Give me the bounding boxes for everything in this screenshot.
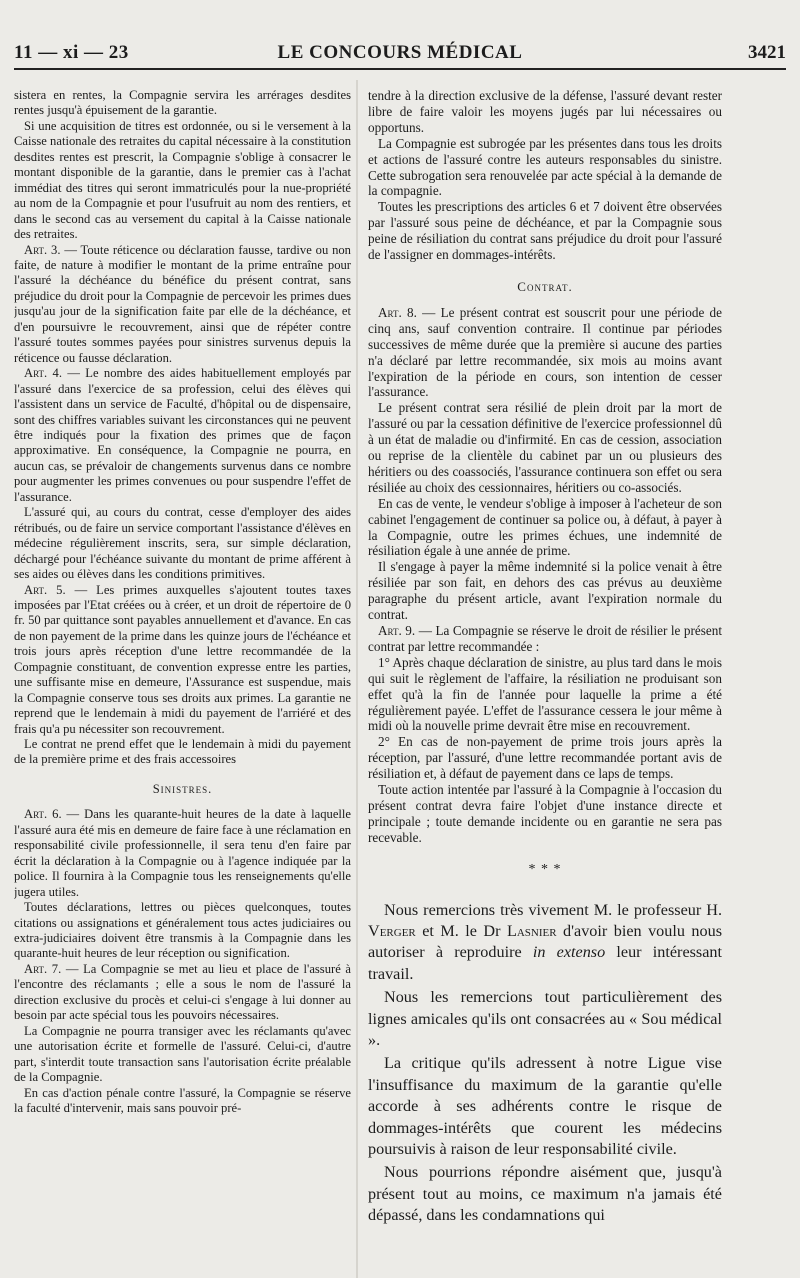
article-text: — Le présent contrat est souscrit pour une période de cinq ans, sauf convention contraire. Il continue par périodes successives de même durée que la première si aucune des parties n'a déclaré par lettre recommandée, six mois au moins avant l'expiration de la période en cours, son intention de cesser l'assurance. [368, 304, 722, 400]
paragraph: sistera en rentes, la Compagnie servira les arrérages desdites rentes jusqu'à épuisement de la garantie. [14, 88, 351, 118]
paragraph: La Compagnie est subrogée par les présentes dans tous les droits et actions de l'assuré contre les auteurs responsables du sinistre. Cette subrogation sera renouvelée par acte spécial à la demande de la compagnie. [368, 135, 722, 199]
paragraph: La critique qu'ils adressent à notre Ligue vise l'insuffisance du maximum de la garantie qu'elle accorde à ses adhérents contre le risque de dommages-intérêts que courent les médecins poursuivis à raison de leur responsabilité civile. [368, 1054, 722, 1159]
article-label: Art. 4. [24, 366, 62, 381]
article-3 [14, 243, 351, 367]
article-text: — La Compagnie se réserve le droit de résilier le présent contrat par lettre recommandée : [368, 623, 722, 654]
paragraph: tendre à la direction exclusive de la défense, l'assuré devant rester libre de faire valoir les moyens jugés par lui nécessaires ou opportuns. [368, 88, 722, 135]
list-item: 2° En cas de non-payement de prime trois jours après la réception, par l'assuré, d'une lettre recommandée portant avis de résiliation et, à défaut de payement dans ce laps de temps. [368, 734, 722, 782]
paragraph: Si une acquisition de titres est ordonnée, ou si le versement à la Caisse nationale des retraites du capital nécessaire à la constitution desdites rentes est prescrit, la Compagnie s'oblige à consacrer le montant disponible de la garantie, dans le premier cas à l'achat immédiat des titres qui seront immatriculés pour la nue-propriété au nom de la Compagnie et pour l'usufruit au nom des rentiers, et dans le second cas au versement du capital à la Caisse nationale des retraites. [14, 118, 351, 242]
editorial-note [368, 900, 722, 1227]
text-run: Nous remercions très vivement M. le professeur [384, 900, 707, 919]
list-item: 1° Après chaque déclaration de sinistre, au plus tard dans le mois qui suit le règlement de l'affaire, la résiliation ne produisant son effet qu'à la fin de l'année pour laquelle la prime a été régulièrement payée. L'effet de l'assurance cessera le jour même à midi où la nouvelle prime devrait être mise en recouvrement. [368, 654, 722, 734]
text-run: et M. le Dr [415, 922, 507, 940]
text-run: d'avoir bien voulu nous autoriser à reproduire [368, 922, 722, 962]
paragraph: Le présent contrat sera résilié de plein droit par la mort de l'assuré ou par la cessation définitive de l'exercice professionnel dû à un état de maladie ou d'infirmité. En cas de cession, association ou reprise de la clientèle du cabinet par un ou plusieurs des héritiers ou des coassociés, l'assurance continuera son effet ou sera résiliée au choix des cessionnaires, héritiers ou co-associés. [368, 400, 722, 495]
left-column [14, 88, 351, 1268]
paragraph: Toute action intentée par l'assuré à la Compagnie à l'occasion du présent contrat devra faire l'objet d'une instance directe et principale ; toute demande incidente ou en garantie ne sera pas recevable. [368, 782, 722, 845]
column-divider [356, 80, 358, 1278]
page-header [14, 38, 786, 70]
paragraph: Nous pourrions répondre aisément que, jusqu'à présent tout au moins, ce maximum n'a jamais été dépassé, dans les condamnations qui [368, 1163, 722, 1225]
article-label: Art. 7. [24, 961, 62, 976]
section-title-sinistres: Sinistres. [152, 781, 213, 796]
paragraph: La Compagnie ne pourra transiger avec les réclamants qu'avec une autorisation écrite et formelle de l'assuré. Celui-ci, d'autre part, s'interdit toute transaction sans l'autorisation écrite préalable de la Compagnie. [14, 1023, 351, 1085]
article-4 [14, 366, 351, 505]
paragraph: Le contrat ne prend effet que le lendemain à midi du payement de la première prime et des frais accessoires [14, 737, 351, 767]
paragraph: Toutes les prescriptions des articles 6 et 7 doivent être observées par l'assuré sous peine de déchéance, et par la Compagnie sous peine de résiliation du contrat sans préjudice du droit pour l'assuré de l'assigner en dommages-intérêts. [368, 199, 722, 263]
issue-date: 11 — xi — 23 [14, 42, 129, 63]
paragraph: En cas de vente, le vendeur s'oblige à imposer à l'acheteur de son cabinet l'engagement de continuer sa police ou, à défaut, à payer à la Compagnie, outre les primes échues, une indemnité de résiliation égale à une année de prime. [368, 495, 722, 559]
article-9 [368, 623, 722, 655]
thanks-paragraph [368, 900, 722, 986]
paragraph: Toutes déclarations, lettres ou pièces quelconques, toutes citations ou assignations et généralement tous actes judiciaires ou extra-judiciaires doivent être transmis à la Compagnie dans les quarante-huit heures de leur réception ou signification. [14, 900, 351, 961]
paragraph: Il s'engage à payer la même indemnité si la police venait à être résiliée par son fait, en dehors des cas prévus au deuxième paragraphe du présent article, avant l'expiration normale du contrat. [368, 559, 722, 623]
article-label: Art. 9. [378, 623, 416, 638]
article-label: Art. 5. [24, 582, 66, 597]
section-title-contrat: Contrat. [517, 278, 573, 294]
article-text: — Dans les quarante-huit heures de la date à laquelle l'assuré aura été mis en demeure de faire face à une réclamation en responsabilité civile professionnelle, il sera tenu d'en faire par écrit la déclaration à la Compagnie ou à l'agence indiquée par la police. Il fournira à la Compagnie tous les renseignements qu'elle jugera utiles. [14, 807, 351, 899]
article-text: — Les primes auxquelles s'ajoutent toutes taxes imposées par l'Etat créées ou à créer, et un droit de répertoire de 0 fr. 50 par quittance sont payables annuellement et d'avance. En cas de non payement de la prime dans les quinze jours de l'échéance et trois jours après réception d'une lettre recommandée de la Compagnie constituant, de convention expresse entre les parties, une suffisante mise en demeure, l'Assurance est suspendue, mais la Compagnie conserve tous ses droits aux primes. La garantie ne reprend que le lendemain à midi du payement de l'arriéré et des frais qu'a pu nécessiter son recouvrement. [14, 582, 351, 736]
article-7 [14, 962, 351, 1024]
latin-phrase: in extenso [532, 943, 606, 962]
article-label: Art. 6. [24, 807, 62, 822]
separator-stars: * * * [528, 861, 562, 877]
author-name-lasnier: Lasnier [506, 922, 557, 940]
right-column [368, 88, 722, 1268]
article-8 [368, 305, 722, 400]
article-text: — Le nombre des aides habituellement employés par l'assuré dans l'exercice de sa profession, celui des élèves qui l'assistent dans un service de Faculté, d'hôpital ou de dispensaire, sont des chiffres variables suivant les circonstances qui ne peuvent être indiqués pour la fixation des primes que de façon approximative. En conséquence, la Compagnie ne pourra, en aucun cas, se prévaloir de changements survenus dans ce nombre pour augmenter les primes convenues ou pour suspendre l'effet de l'assurance. [14, 366, 351, 504]
page-number: 3421 [748, 42, 786, 63]
article-label: Art. 3. [24, 242, 61, 257]
author-name-verger: H. Verger [368, 900, 722, 940]
paragraph: En cas d'action pénale contre l'assuré, la Compagnie se réserve la faculté d'intervenir, mais sans pouvoir pré- [14, 1085, 351, 1115]
paragraph: L'assuré qui, au cours du contrat, cesse d'employer des aides rétribués, ou de faire un service comportant l'assistance d'élèves en médecine régulièrement inscrits, sera, sur simple déclaration, déchargé pour l'échéance suivante du montant de prime afférent à ses aides ou élèves dans les conditions primitives. [14, 505, 351, 582]
article-6 [14, 807, 351, 900]
text-run: leur intéressant travail. [368, 943, 722, 983]
article-5 [14, 583, 351, 738]
article-label: Art. 8. [378, 304, 417, 320]
paragraph: Nous les remercions tout particulièrement des lignes amicales qu'ils ont consacrées au « Sou médical ». [368, 988, 722, 1050]
article-text: — Toute réticence ou déclaration fausse, tardive ou non faite, de nature à modifier le montant de la prime entraîne pour l'assuré la déchéance du bénéfice du présent contrat, sans préjudice du droit pour la Compagnie de percevoir les primes dues jusqu'au jour de la signification faite par elle de la déchéance, et d'en poursuivre le recouvrement, ainsi que de répéter contre l'assuré toutes sommes payées pour sinistres survenus depuis la réticence ou fausse déclaration. [14, 242, 351, 365]
article-text: — La Compagnie se met au lieu et place de l'assuré à l'encontre des réclamants ; elle a sous le nom de l'assuré la direction exclusive du procès et celui-ci s'engage à lui donner au besoin par acte spécial tous les pouvoirs nécessaires. [14, 961, 351, 1023]
journal-title: LE CONCOURS MÉDICAL [277, 42, 523, 63]
